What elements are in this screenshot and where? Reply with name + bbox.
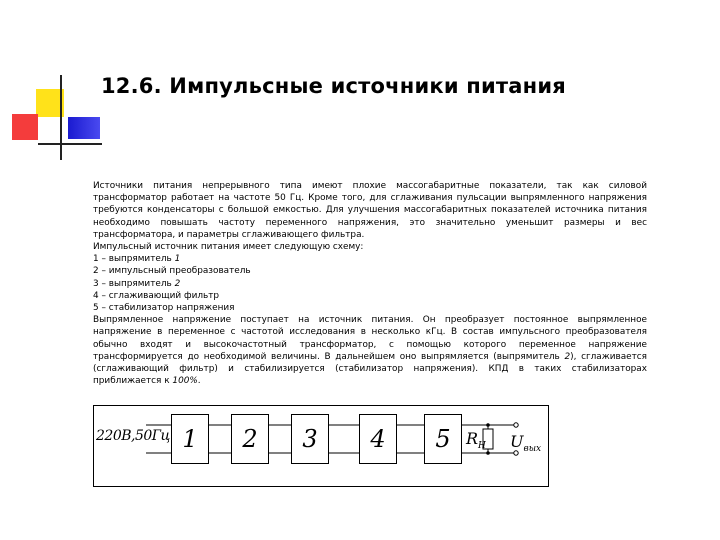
rectifier-block: 1 xyxy=(171,414,209,464)
body-text xyxy=(93,180,647,387)
block-diagram xyxy=(93,405,549,487)
smoothing-filter-block: 4 xyxy=(359,414,397,464)
decor-vertical-line xyxy=(60,75,62,160)
scheme-intro: Импульсный источник питания имеет следующую схему: xyxy=(93,242,364,253)
list-item: 2 – импульсный преобразователь xyxy=(93,266,251,277)
decor-blue-square xyxy=(68,117,100,139)
output-voltage-label: $U_{вых}$ xyxy=(510,432,542,455)
decor-red-square xyxy=(12,114,38,140)
list-item: 3 – выпрямитель 2 xyxy=(93,278,181,289)
page-title: 12.6. Импульсные источники питания xyxy=(101,74,566,98)
decor-horizontal-line xyxy=(38,143,102,145)
list-item: 1 – выпрямитель 1 xyxy=(93,254,181,265)
load-resistor-label: $R_Н$ xyxy=(466,429,486,452)
voltage-stabilizer-block: 5 xyxy=(424,414,462,464)
rectifier-2-block: 3 xyxy=(291,414,329,464)
description-paragraph: Выпрямленное напряжение поступает на источник питания. Он преобразует постоянное выпрямленное напряжение в переменное с частотой исследования в несколько кГц. В состав импульсного преобразователя обычно входят и высокочастотный трансформатор, с помощью которого переменное напряжение трансформируется до необходимой величины. В дальнейшем оно выпрямляется (выпрямитель 2), сглаживается (сглаживающий фильтр) и стабилизируется (стабилизатор напряжения). КПД в таких стабилизаторах приближается к 100%. xyxy=(93,315,648,387)
intro-paragraph: Источники питания непрерывного типа имеют плохие массогабаритные показатели, так как силовой трансформатор работает на частоте 50 Гц. Кроме того, для сглаживания пульсации выпрямленного напряжения требуются конденсаторы с большой емкостью. Для улучшения массогабаритных показателей источника питания необходимо повышать частоту переменного напряжения, это значительно уменьшит размеры и вес трансформатора, и параметры сглаживающего фильтра. xyxy=(93,181,647,240)
list-item: 4 – сглаживающий фильтр xyxy=(93,290,220,301)
list-item: 5 – стабилизатор напряжения xyxy=(93,303,235,314)
input-voltage-label: 220В,50Гц xyxy=(96,428,170,444)
pulse-converter-block: 2 xyxy=(231,414,269,464)
